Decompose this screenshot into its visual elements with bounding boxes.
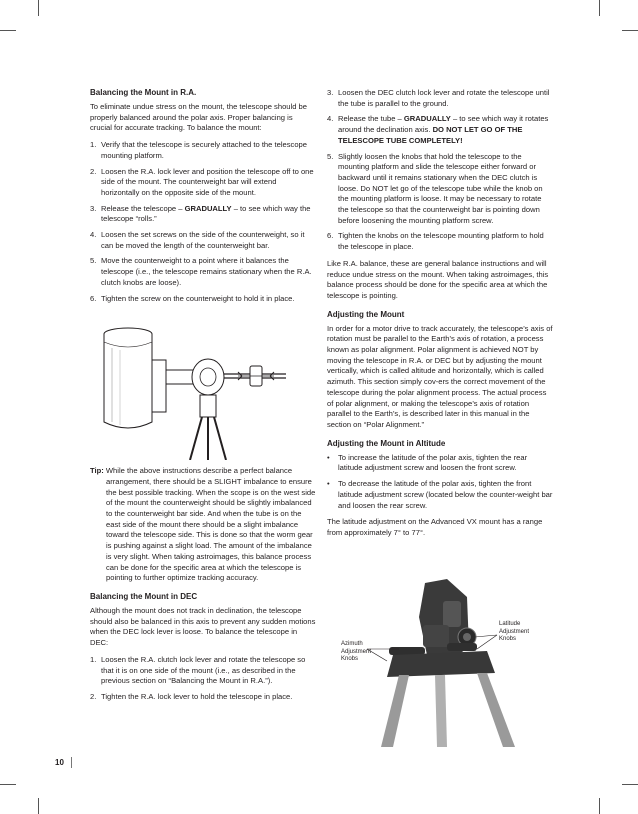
list-item: 2. Tighten the R.A. lock lever to hold the telescope in place.	[90, 691, 293, 701]
list-item: 6. Tighten the knobs on the telescope mounting platform to hold the telescope in place.	[327, 231, 544, 252]
crop-mark	[622, 30, 638, 31]
list-item: • To increase the latitude of the polar axis, tighten the rear latitude adjustment screw and loosen the front screw.	[327, 452, 528, 473]
list-item: 4. Release the tube – GRADUALLY – to see which way it rotates around the declination axis. DO NOT LET GO OF THE TELESCOPE TUBE COMPLETELY!	[327, 114, 549, 145]
list-item: 3. Release the telescope – GRADUALLY – to see which way the telescope “rolls.”	[90, 203, 311, 224]
section-title-adjusting-mount: Adjusting the Mount	[327, 309, 405, 319]
section-title-altitude: Adjusting the Mount in Altitude	[327, 438, 446, 448]
list-item: 1. Loosen the R.A. clutch lock lever and rotate the telescope so that it is on one side of the mount (i.e., as described in the previous section on “Balancing the Mount in R.A.”).	[90, 654, 306, 686]
crop-mark	[0, 784, 16, 785]
page-number-divider	[71, 757, 72, 768]
list-item: 1. Verify that the telescope is securely attached to the telescope mounting platform.	[90, 140, 307, 160]
crop-mark	[0, 30, 16, 31]
tip-paragraph: Tip: While the above instructions describe a perfect balance arrangement, there should be a SLIGHT imbalance to ensure the best possible tracking. When the scope is on the west side of the mount the counterweight should be slightly imbalanced to the counterweight bar side. And when the tube is on the east side of the mount there should be a slight imbalance toward the telescope side. This is done so that the worm gear is pushing against a slight load. The amount of the imbalance is very slight. When taking astroimages, this balance process can be done for the specific area at which the telescope is pointing to further optimize tracking accuracy.	[90, 466, 316, 583]
left-column	[90, 88, 316, 709]
crop-mark	[599, 798, 600, 814]
list-item: 5. Slightly loosen the knobs that hold the telescope to the mounting platform and slide the telescope either forward or backward until it remains stationary when the DEC clutch is loose. Do NOT let go of the telescope tube while the knob on the mounting platform is loose. It may be necessary to rotate the telescope so that the counterweight bar is pointing down before loosening the mounting platform screw.	[327, 151, 543, 225]
balance-dec-intro: Although the mount does not track in declination, the telescope should also be balanced in this axis to prevent any sudden motions when the DEC lock lever is loose. To balance the telescope in DEC:	[90, 605, 316, 648]
right-column	[327, 88, 553, 545]
crop-mark	[622, 784, 638, 785]
adjusting-mount-text: In order for a motor drive to track accurately, the telescope’s axis of rotation must be parallel to the Earth’s axis of rotation, a process known as polar alignment. Polar alignment is achieved NOT by moving the telescope in R.A. or DEC but by adjusting the mount vertically, which is called altitude and horizontally, which is called azimuth. This section simply cov-ers the correct movement of the telescope during the polar alignment process. The actual process of polar alignment, or making the telescope’s axis of rotation parallel to the Earth’s, is described later in this manual in the section on “Polar Alignment.”	[327, 323, 553, 429]
list-item: 2. Loosen the R.A. lock lever and position the telescope off to one side of the mount. The counterweight bar will extend horizontally on the opposite side of the mount.	[90, 166, 314, 197]
list-item: • To decrease the latitude of the polar axis, tighten the front latitude adjustment screw (located below the counter-weight bar and loosen the rear screw.	[327, 479, 553, 510]
balance-ra-intro: To eliminate undue stress on the mount, the telescope should be properly balanced around the polar axis. Proper balancing is crucial for accurate tracking. To balance the mount:	[90, 102, 307, 133]
crop-mark	[38, 798, 39, 814]
list-item: 5. Move the counterweight to a point where it balances the telescope (i.e., the telescope remains stationary when the R.A. clutch knobs are loose).	[90, 256, 312, 287]
like-ra-paragraph: Like R.A. balance, these are general balance instructions and will reduce undue stress on the mount. When taking astroimages, this balance process should be done for the specific area at which the telescope is pointing.	[327, 258, 549, 300]
latitude-label: Latitude Adjustment Knobs	[499, 621, 530, 642]
list-item: 6. Tighten the screw on the counterweight to hold it in place.	[90, 293, 295, 303]
section-title-balance-ra: Balancing the Mount in R.A.	[90, 88, 197, 97]
balance-ra-steps	[90, 140, 316, 304]
list-item: 4. Loosen the set screws on the side of the counterweight, so it can be moved the length of the counterweight bar.	[90, 230, 305, 250]
balance-dec-steps	[90, 655, 316, 703]
crop-mark	[599, 0, 600, 16]
azimuth-label: Azimuth Adjustment Knobs	[341, 641, 372, 662]
section-title-balance-dec: Balancing the Mount in DEC	[90, 591, 198, 601]
latitude-range: The latitude adjustment on the Advanced VX mount has a range from approximately 7° to 77°.	[327, 517, 543, 537]
altitude-bullets	[327, 453, 553, 512]
balance-dec-steps-continued	[327, 88, 553, 253]
page-number: 10	[55, 758, 64, 767]
list-item: 3. Loosen the DEC clutch lock lever and rotate the telescope until the tube is parallel to the ground.	[327, 88, 550, 108]
mount-adjustment-photo	[327, 577, 553, 747]
telescope-balance-illustration	[90, 310, 316, 460]
crop-mark	[38, 0, 39, 16]
